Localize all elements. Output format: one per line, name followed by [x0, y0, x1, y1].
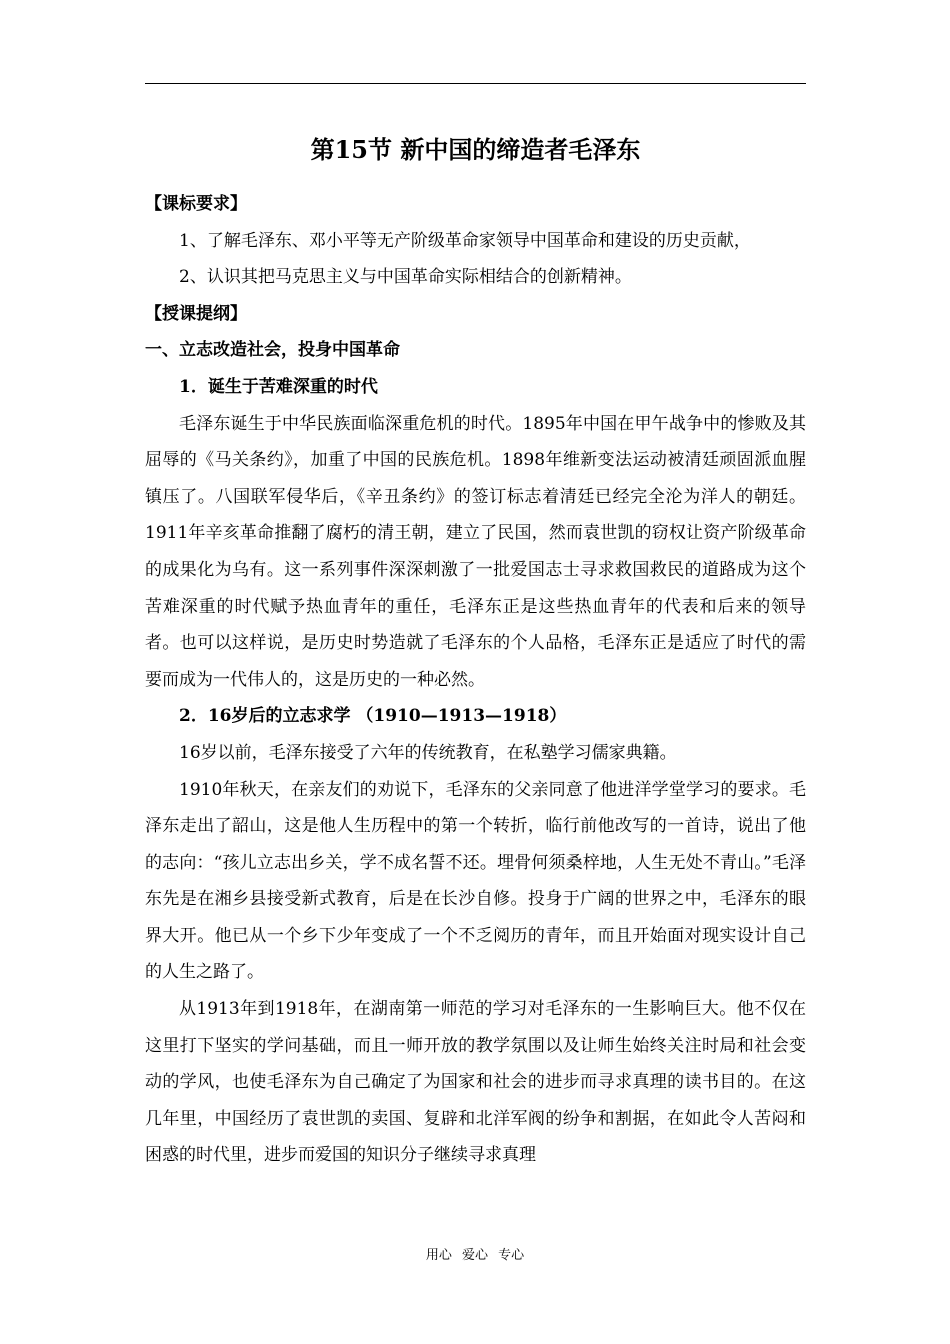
- subsection-heading: 1．诞生于苦难深重的时代: [179, 376, 378, 397]
- standards-item: 1、了解毛泽东、邓小平等无产阶级革命家领导中国革命和建设的历史贡献，: [179, 230, 751, 251]
- section-heading: 一、立志改造社会，投身中国革命: [145, 340, 400, 361]
- body-paragraph: 16岁以前，毛泽东接受了六年的传统教育，在私塾学习儒家典籍。: [179, 742, 677, 763]
- standards-item: 2、认识其把马克思主义与中国革命实际相结合的创新精神。: [179, 267, 632, 288]
- page-title: 第15节 新中国的缔造者毛泽东: [310, 135, 641, 164]
- body-paragraph: 毛泽东诞生于中华民族面临深重危机的时代。1895年中国在甲午战争中的惨败及其屈辱的《马关条约》，加重了中国的民族危机。1898年维新变法运动被清廷顽固派血腥镇压了。八国联军侵华后，《辛丑条约》的签订标志着清廷已经完全沦为洋人的朝廷。1911年辛亥革命推翻了腐朽的清王朝，建立了民国，然而袁世凯的窃权让资产阶级革命的成果化为乌有。这一系列事件深深刺激了一批爱国志士寻求救国救民的道路成为这个苦难深重的时代赋予热血青年的重任，毛泽东正是这些热血青年的代表和后来的领导者。也可以这样说，是历史时势造就了毛泽东的个人品格，毛泽东正是适应了时代的需要而成为一代伟人的，这是历史的一种必然。: [145, 413, 806, 690]
- document-body: [145, 186, 806, 1174]
- body-paragraph: 1910年秋天，在亲友们的劝说下，毛泽东的父亲同意了他进洋学堂学习的要求。毛泽东走出了韶山，这是他人生历程中的第一个转折，临行前他改写的一首诗，说出了他的志向：“孩儿立志出乡关，学不成名誓不还。埋骨何须桑梓地，人生无处不青山。”毛泽东先是在湘乡县接受新式教育，后是在长沙自修。投身于广阔的世界之中，毛泽东的眼界大开。他已从一个乡下少年变成了一个不乏阅历的青年，而且开始面对现实设计自己的人生之路了。: [145, 779, 806, 983]
- subsection-heading: 2．16岁后的立志求学 （1910—1913—1918）: [179, 706, 567, 727]
- header-rule: [145, 83, 806, 84]
- body-paragraph: 从1913年到1918年，在湖南第一师范的学习对毛泽东的一生影响巨大。他不仅在这里打下坚实的学问基础，而且一师开放的教学氛围以及让师生始终关注时局和社会变动的学风，也使毛泽东为自己确定了为国家和社会的进步而寻求真理的读书目的。在这几年里，中国经历了袁世凯的卖国、复辟和北洋军阀的纷争和割据，在如此令人苦闷和困惑的时代里，进步而爱国的知识分子继续寻求真理: [145, 999, 806, 1166]
- standards-heading: 【课标要求】: [145, 194, 247, 214]
- page-footer: 用心 爱心 专心: [425, 1248, 525, 1263]
- outline-heading: 【授课提纲】: [145, 303, 247, 324]
